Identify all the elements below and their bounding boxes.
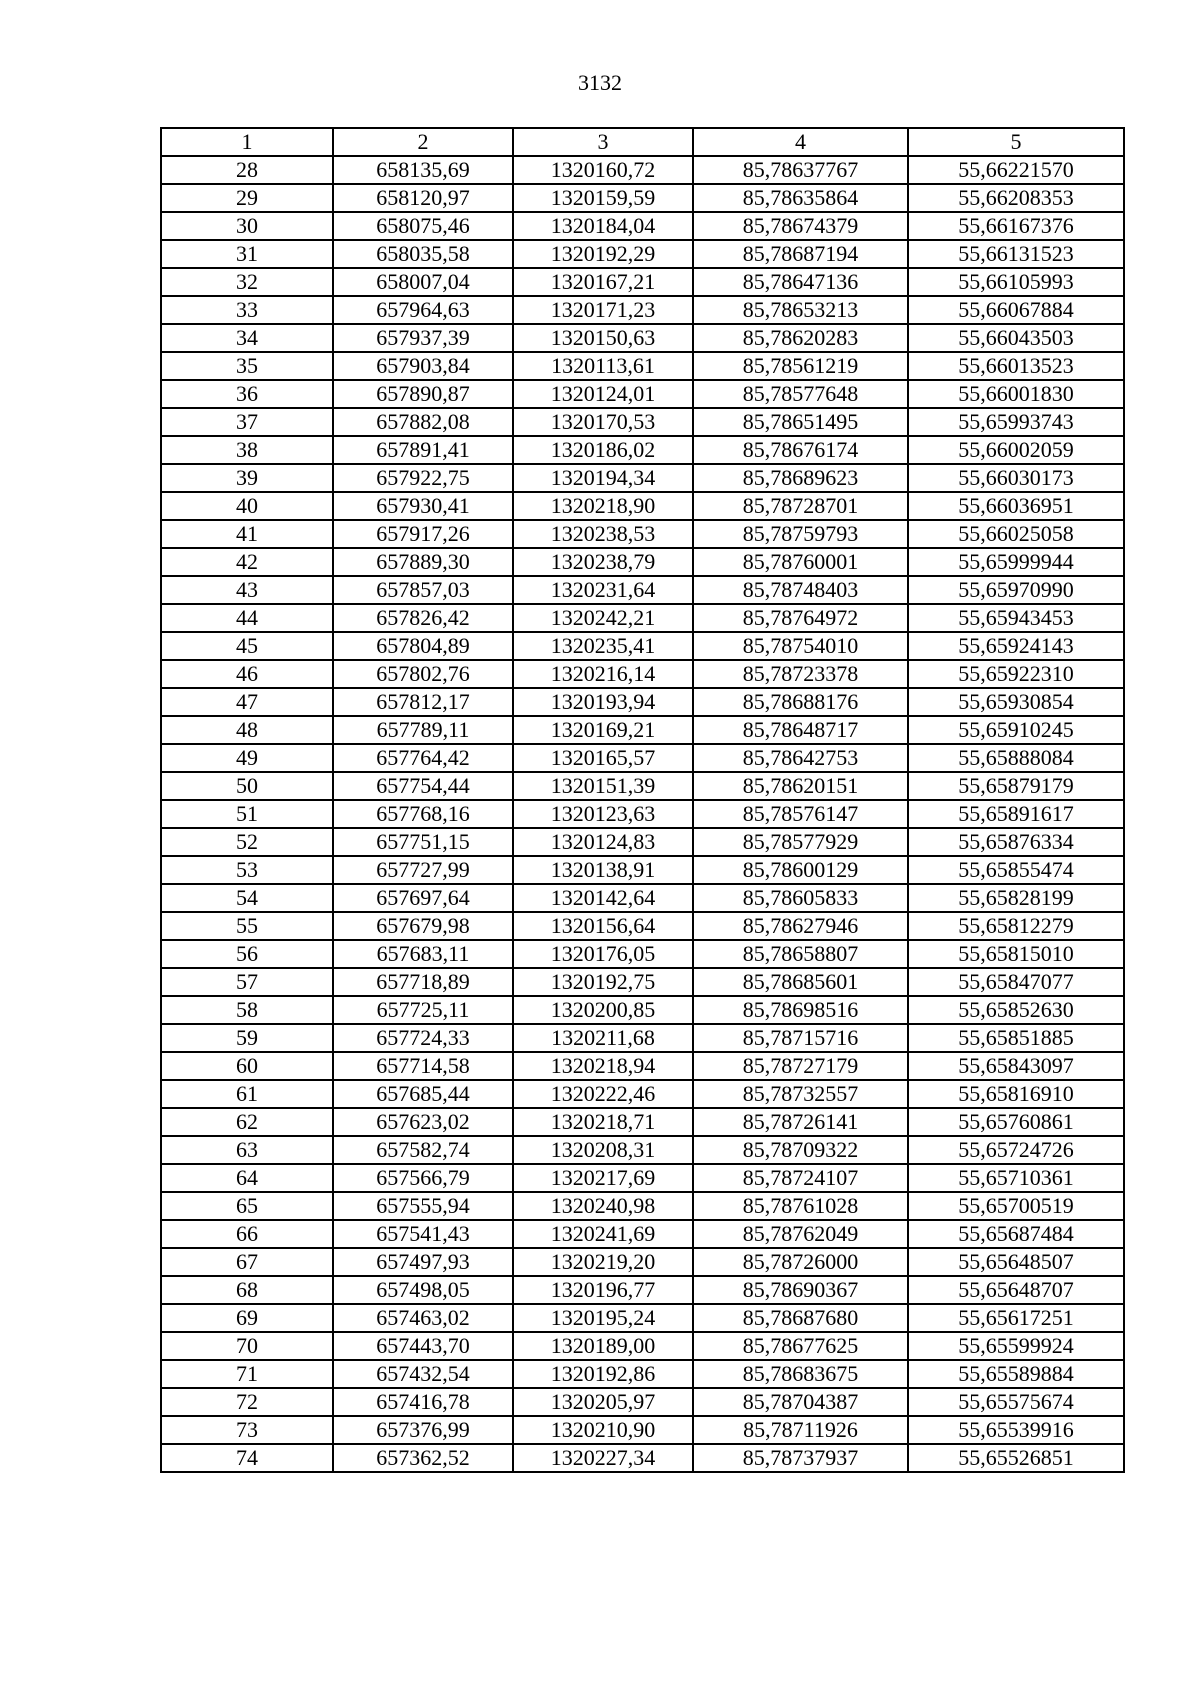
table-cell-col-3: 1320113,61 bbox=[513, 352, 693, 380]
table-cell-col-3: 1320238,53 bbox=[513, 520, 693, 548]
table-cell-col-4: 85,78674379 bbox=[693, 212, 908, 240]
table-cell-col-2: 657768,16 bbox=[333, 800, 513, 828]
table-row bbox=[161, 884, 1124, 912]
table-cell-col-1: 43 bbox=[161, 576, 333, 604]
table-cell-col-5: 55,65876334 bbox=[908, 828, 1124, 856]
table-cell-col-3: 1320151,39 bbox=[513, 772, 693, 800]
table-cell-col-5: 55,65816910 bbox=[908, 1080, 1124, 1108]
table-cell-col-4: 85,78677625 bbox=[693, 1332, 908, 1360]
table-cell-col-4: 85,78687680 bbox=[693, 1304, 908, 1332]
table-row bbox=[161, 1276, 1124, 1304]
table-row bbox=[161, 1080, 1124, 1108]
table-cell-col-5: 55,65851885 bbox=[908, 1024, 1124, 1052]
table-row bbox=[161, 268, 1124, 296]
table-cell-col-1: 56 bbox=[161, 940, 333, 968]
table-cell-col-1: 72 bbox=[161, 1388, 333, 1416]
table-cell-col-1: 68 bbox=[161, 1276, 333, 1304]
table-cell-col-5: 55,66221570 bbox=[908, 156, 1124, 184]
table-cell-col-2: 658035,58 bbox=[333, 240, 513, 268]
table-cell-col-3: 1320124,01 bbox=[513, 380, 693, 408]
table-cell-col-1: 59 bbox=[161, 1024, 333, 1052]
table-cell-col-3: 1320211,68 bbox=[513, 1024, 693, 1052]
table-cell-col-1: 32 bbox=[161, 268, 333, 296]
table-cell-col-4: 85,78689623 bbox=[693, 464, 908, 492]
table-cell-col-1: 67 bbox=[161, 1248, 333, 1276]
table-row bbox=[161, 184, 1124, 212]
table-cell-col-3: 1320218,94 bbox=[513, 1052, 693, 1080]
table-cell-col-4: 85,78761028 bbox=[693, 1192, 908, 1220]
table-row bbox=[161, 352, 1124, 380]
table-cell-col-2: 657804,89 bbox=[333, 632, 513, 660]
table-cell-col-2: 657727,99 bbox=[333, 856, 513, 884]
table-row bbox=[161, 1108, 1124, 1136]
table-cell-col-1: 37 bbox=[161, 408, 333, 436]
table-cell-col-5: 55,65599924 bbox=[908, 1332, 1124, 1360]
table-cell-col-1: 47 bbox=[161, 688, 333, 716]
table-cell-col-3: 1320222,46 bbox=[513, 1080, 693, 1108]
table-cell-col-1: 31 bbox=[161, 240, 333, 268]
table-row bbox=[161, 576, 1124, 604]
header-row bbox=[161, 128, 1124, 156]
column-header-5: 5 bbox=[908, 128, 1124, 156]
table-cell-col-2: 658007,04 bbox=[333, 268, 513, 296]
table-cell-col-5: 55,65700519 bbox=[908, 1192, 1124, 1220]
table-cell-col-3: 1320142,64 bbox=[513, 884, 693, 912]
column-header-1: 1 bbox=[161, 128, 333, 156]
table-cell-col-3: 1320240,98 bbox=[513, 1192, 693, 1220]
table-cell-col-4: 85,78648717 bbox=[693, 716, 908, 744]
table-cell-col-4: 85,78760001 bbox=[693, 548, 908, 576]
table-cell-col-2: 657754,44 bbox=[333, 772, 513, 800]
table-row bbox=[161, 604, 1124, 632]
table-cell-col-3: 1320194,34 bbox=[513, 464, 693, 492]
table-cell-col-2: 657443,70 bbox=[333, 1332, 513, 1360]
table-row bbox=[161, 212, 1124, 240]
table-cell-col-4: 85,78726141 bbox=[693, 1108, 908, 1136]
table-row bbox=[161, 968, 1124, 996]
table-row bbox=[161, 296, 1124, 324]
table-cell-col-1: 34 bbox=[161, 324, 333, 352]
table-cell-col-5: 55,66030173 bbox=[908, 464, 1124, 492]
table-cell-col-5: 55,65710361 bbox=[908, 1164, 1124, 1192]
table-cell-col-4: 85,78709322 bbox=[693, 1136, 908, 1164]
table-cell-col-2: 657964,63 bbox=[333, 296, 513, 324]
table-row bbox=[161, 632, 1124, 660]
table-row bbox=[161, 1332, 1124, 1360]
table-cell-col-4: 85,78676174 bbox=[693, 436, 908, 464]
table-cell-col-1: 69 bbox=[161, 1304, 333, 1332]
table-cell-col-2: 657541,43 bbox=[333, 1220, 513, 1248]
table-cell-col-5: 55,65993743 bbox=[908, 408, 1124, 436]
table-cell-col-5: 55,65648507 bbox=[908, 1248, 1124, 1276]
table-cell-col-2: 657623,02 bbox=[333, 1108, 513, 1136]
table-cell-col-1: 39 bbox=[161, 464, 333, 492]
table-cell-col-1: 73 bbox=[161, 1416, 333, 1444]
table-cell-col-1: 42 bbox=[161, 548, 333, 576]
table-cell-col-4: 85,78728701 bbox=[693, 492, 908, 520]
table-cell-col-5: 55,65970990 bbox=[908, 576, 1124, 604]
table-cell-col-4: 85,78754010 bbox=[693, 632, 908, 660]
table-cell-col-5: 55,65930854 bbox=[908, 688, 1124, 716]
table-cell-col-5: 55,65847077 bbox=[908, 968, 1124, 996]
table-cell-col-3: 1320193,94 bbox=[513, 688, 693, 716]
table-row bbox=[161, 716, 1124, 744]
table-cell-col-2: 657725,11 bbox=[333, 996, 513, 1024]
table-cell-col-5: 55,65617251 bbox=[908, 1304, 1124, 1332]
table-cell-col-1: 48 bbox=[161, 716, 333, 744]
table-cell-col-2: 657882,08 bbox=[333, 408, 513, 436]
table-cell-col-1: 33 bbox=[161, 296, 333, 324]
table-cell-col-5: 55,65828199 bbox=[908, 884, 1124, 912]
table-cell-col-3: 1320156,64 bbox=[513, 912, 693, 940]
table-cell-col-2: 657890,87 bbox=[333, 380, 513, 408]
table-cell-col-4: 85,78748403 bbox=[693, 576, 908, 604]
table-row bbox=[161, 408, 1124, 436]
table-row bbox=[161, 156, 1124, 184]
table-cell-col-5: 55,66131523 bbox=[908, 240, 1124, 268]
table-cell-col-1: 29 bbox=[161, 184, 333, 212]
table-row bbox=[161, 324, 1124, 352]
table-row bbox=[161, 1136, 1124, 1164]
table-cell-col-2: 657697,64 bbox=[333, 884, 513, 912]
table-cell-col-1: 60 bbox=[161, 1052, 333, 1080]
table-cell-col-2: 657857,03 bbox=[333, 576, 513, 604]
table-row bbox=[161, 1220, 1124, 1248]
table-cell-col-3: 1320231,64 bbox=[513, 576, 693, 604]
table-row bbox=[161, 856, 1124, 884]
table-cell-col-3: 1320219,20 bbox=[513, 1248, 693, 1276]
table-row bbox=[161, 828, 1124, 856]
table-row bbox=[161, 800, 1124, 828]
table-cell-col-4: 85,78737937 bbox=[693, 1444, 908, 1472]
page-number: 3132 bbox=[578, 70, 622, 95]
table-cell-col-1: 62 bbox=[161, 1108, 333, 1136]
table-cell-col-4: 85,78642753 bbox=[693, 744, 908, 772]
table-cell-col-5: 55,65724726 bbox=[908, 1136, 1124, 1164]
table-row bbox=[161, 1052, 1124, 1080]
table-cell-col-4: 85,78688176 bbox=[693, 688, 908, 716]
table-cell-col-3: 1320196,77 bbox=[513, 1276, 693, 1304]
table-cell-col-1: 54 bbox=[161, 884, 333, 912]
table-cell-col-1: 66 bbox=[161, 1220, 333, 1248]
table-cell-col-1: 46 bbox=[161, 660, 333, 688]
table-row bbox=[161, 436, 1124, 464]
table-cell-col-3: 1320218,90 bbox=[513, 492, 693, 520]
table-cell-col-2: 657789,11 bbox=[333, 716, 513, 744]
table-row bbox=[161, 660, 1124, 688]
table-cell-col-4: 85,78685601 bbox=[693, 968, 908, 996]
table-cell-col-2: 657679,98 bbox=[333, 912, 513, 940]
table-cell-col-5: 55,66002059 bbox=[908, 436, 1124, 464]
column-header-2: 2 bbox=[333, 128, 513, 156]
table-row bbox=[161, 940, 1124, 968]
table-cell-col-5: 55,65879179 bbox=[908, 772, 1124, 800]
table-cell-col-4: 85,78698516 bbox=[693, 996, 908, 1024]
table-cell-col-4: 85,78704387 bbox=[693, 1388, 908, 1416]
table-cell-col-3: 1320195,24 bbox=[513, 1304, 693, 1332]
table-cell-col-5: 55,65852630 bbox=[908, 996, 1124, 1024]
table-row bbox=[161, 1248, 1124, 1276]
table-cell-col-4: 85,78723378 bbox=[693, 660, 908, 688]
table-row bbox=[161, 380, 1124, 408]
table-cell-col-3: 1320218,71 bbox=[513, 1108, 693, 1136]
table-cell-col-3: 1320192,86 bbox=[513, 1360, 693, 1388]
table-cell-col-3: 1320150,63 bbox=[513, 324, 693, 352]
table-cell-col-2: 657751,15 bbox=[333, 828, 513, 856]
table-cell-col-5: 55,65843097 bbox=[908, 1052, 1124, 1080]
table-cell-col-1: 50 bbox=[161, 772, 333, 800]
table-cell-col-2: 657566,79 bbox=[333, 1164, 513, 1192]
table-cell-col-1: 30 bbox=[161, 212, 333, 240]
table-cell-col-4: 85,78715716 bbox=[693, 1024, 908, 1052]
table-cell-col-5: 55,66105993 bbox=[908, 268, 1124, 296]
table-cell-col-1: 41 bbox=[161, 520, 333, 548]
table-cell-col-3: 1320186,02 bbox=[513, 436, 693, 464]
table-cell-col-4: 85,78635864 bbox=[693, 184, 908, 212]
table-cell-col-2: 657362,52 bbox=[333, 1444, 513, 1472]
table-cell-col-3: 1320217,69 bbox=[513, 1164, 693, 1192]
table-cell-col-2: 657930,41 bbox=[333, 492, 513, 520]
table-row bbox=[161, 492, 1124, 520]
table-cell-col-4: 85,78576147 bbox=[693, 800, 908, 828]
table-cell-col-5: 55,65812279 bbox=[908, 912, 1124, 940]
table-cell-col-4: 85,78658807 bbox=[693, 940, 908, 968]
table-cell-col-5: 55,65943453 bbox=[908, 604, 1124, 632]
table-cell-col-4: 85,78653213 bbox=[693, 296, 908, 324]
table-cell-col-3: 1320184,04 bbox=[513, 212, 693, 240]
table-body bbox=[161, 156, 1124, 1472]
table-cell-col-1: 49 bbox=[161, 744, 333, 772]
table-row bbox=[161, 240, 1124, 268]
table-cell-col-5: 55,66036951 bbox=[908, 492, 1124, 520]
table-cell-col-4: 85,78577929 bbox=[693, 828, 908, 856]
table-row bbox=[161, 520, 1124, 548]
table-cell-col-1: 57 bbox=[161, 968, 333, 996]
table-cell-col-3: 1320242,21 bbox=[513, 604, 693, 632]
table-row bbox=[161, 1164, 1124, 1192]
table-row bbox=[161, 688, 1124, 716]
table-cell-col-2: 657683,11 bbox=[333, 940, 513, 968]
table-cell-col-1: 61 bbox=[161, 1080, 333, 1108]
table-cell-col-3: 1320210,90 bbox=[513, 1416, 693, 1444]
table-cell-col-2: 657582,74 bbox=[333, 1136, 513, 1164]
table-cell-col-4: 85,78620283 bbox=[693, 324, 908, 352]
table-cell-col-4: 85,78711926 bbox=[693, 1416, 908, 1444]
table-cell-col-3: 1320123,63 bbox=[513, 800, 693, 828]
table-cell-col-4: 85,78764972 bbox=[693, 604, 908, 632]
table-cell-col-1: 44 bbox=[161, 604, 333, 632]
table-cell-col-4: 85,78724107 bbox=[693, 1164, 908, 1192]
table-cell-col-5: 55,65924143 bbox=[908, 632, 1124, 660]
table-cell-col-2: 657889,30 bbox=[333, 548, 513, 576]
table-row bbox=[161, 464, 1124, 492]
table-cell-col-2: 657724,33 bbox=[333, 1024, 513, 1052]
table-cell-col-3: 1320241,69 bbox=[513, 1220, 693, 1248]
table-cell-col-2: 658075,46 bbox=[333, 212, 513, 240]
table-cell-col-5: 55,66167376 bbox=[908, 212, 1124, 240]
table-cell-col-1: 38 bbox=[161, 436, 333, 464]
table-cell-col-5: 55,65760861 bbox=[908, 1108, 1124, 1136]
table-cell-col-3: 1320192,29 bbox=[513, 240, 693, 268]
table-cell-col-5: 55,65575674 bbox=[908, 1388, 1124, 1416]
table-row bbox=[161, 1388, 1124, 1416]
table-cell-col-2: 657891,41 bbox=[333, 436, 513, 464]
table-cell-col-3: 1320124,83 bbox=[513, 828, 693, 856]
table-cell-col-3: 1320138,91 bbox=[513, 856, 693, 884]
table-cell-col-5: 55,65922310 bbox=[908, 660, 1124, 688]
column-header-4: 4 bbox=[693, 128, 908, 156]
table-cell-col-3: 1320189,00 bbox=[513, 1332, 693, 1360]
table-cell-col-1: 74 bbox=[161, 1444, 333, 1472]
table-row bbox=[161, 1024, 1124, 1052]
table-cell-col-3: 1320167,21 bbox=[513, 268, 693, 296]
table-cell-col-2: 657498,05 bbox=[333, 1276, 513, 1304]
table-cell-col-1: 40 bbox=[161, 492, 333, 520]
table-cell-col-2: 657714,58 bbox=[333, 1052, 513, 1080]
table-cell-col-3: 1320160,72 bbox=[513, 156, 693, 184]
table-cell-col-4: 85,78762049 bbox=[693, 1220, 908, 1248]
table-cell-col-2: 657416,78 bbox=[333, 1388, 513, 1416]
table-cell-col-2: 657917,26 bbox=[333, 520, 513, 548]
table-row bbox=[161, 1304, 1124, 1332]
table-cell-col-5: 55,65910245 bbox=[908, 716, 1124, 744]
table-cell-col-1: 53 bbox=[161, 856, 333, 884]
table-cell-col-5: 55,65526851 bbox=[908, 1444, 1124, 1472]
table-cell-col-2: 657685,44 bbox=[333, 1080, 513, 1108]
table-cell-col-1: 70 bbox=[161, 1332, 333, 1360]
table-cell-col-4: 85,78690367 bbox=[693, 1276, 908, 1304]
table-cell-col-3: 1320235,41 bbox=[513, 632, 693, 660]
table-cell-col-3: 1320171,23 bbox=[513, 296, 693, 324]
table-cell-col-2: 657376,99 bbox=[333, 1416, 513, 1444]
table-cell-col-2: 657718,89 bbox=[333, 968, 513, 996]
table-cell-col-5: 55,66013523 bbox=[908, 352, 1124, 380]
table-cell-col-2: 657826,42 bbox=[333, 604, 513, 632]
table-cell-col-1: 64 bbox=[161, 1164, 333, 1192]
table-row bbox=[161, 1360, 1124, 1388]
table-cell-col-4: 85,78577648 bbox=[693, 380, 908, 408]
table-cell-col-4: 85,78561219 bbox=[693, 352, 908, 380]
table-header bbox=[161, 128, 1124, 156]
table-cell-col-1: 35 bbox=[161, 352, 333, 380]
table-cell-col-3: 1320176,05 bbox=[513, 940, 693, 968]
coordinates-table bbox=[160, 127, 1125, 1473]
table-cell-col-5: 55,65589884 bbox=[908, 1360, 1124, 1388]
table-cell-col-2: 657812,17 bbox=[333, 688, 513, 716]
table-cell-col-4: 85,78759793 bbox=[693, 520, 908, 548]
table-cell-col-1: 45 bbox=[161, 632, 333, 660]
table-cell-col-4: 85,78726000 bbox=[693, 1248, 908, 1276]
table-cell-col-1: 58 bbox=[161, 996, 333, 1024]
table-row bbox=[161, 996, 1124, 1024]
table-cell-col-1: 28 bbox=[161, 156, 333, 184]
table-cell-col-1: 65 bbox=[161, 1192, 333, 1220]
table-cell-col-3: 1320200,85 bbox=[513, 996, 693, 1024]
table-row bbox=[161, 1416, 1124, 1444]
table-cell-col-4: 85,78683675 bbox=[693, 1360, 908, 1388]
table-cell-col-5: 55,65888084 bbox=[908, 744, 1124, 772]
table-cell-col-4: 85,78627946 bbox=[693, 912, 908, 940]
table-cell-col-2: 657903,84 bbox=[333, 352, 513, 380]
table-row bbox=[161, 744, 1124, 772]
table-cell-col-3: 1320227,34 bbox=[513, 1444, 693, 1472]
table-cell-col-2: 657802,76 bbox=[333, 660, 513, 688]
table-cell-col-2: 657937,39 bbox=[333, 324, 513, 352]
table-cell-col-3: 1320205,97 bbox=[513, 1388, 693, 1416]
table-cell-col-2: 657432,54 bbox=[333, 1360, 513, 1388]
table-cell-col-2: 657497,93 bbox=[333, 1248, 513, 1276]
table-cell-col-2: 658120,97 bbox=[333, 184, 513, 212]
table-cell-col-5: 55,66043503 bbox=[908, 324, 1124, 352]
table-cell-col-1: 71 bbox=[161, 1360, 333, 1388]
table-cell-col-2: 657764,42 bbox=[333, 744, 513, 772]
table-cell-col-1: 51 bbox=[161, 800, 333, 828]
table-cell-col-4: 85,78600129 bbox=[693, 856, 908, 884]
table-cell-col-3: 1320170,53 bbox=[513, 408, 693, 436]
table-cell-col-4: 85,78605833 bbox=[693, 884, 908, 912]
table-cell-col-5: 55,65648707 bbox=[908, 1276, 1124, 1304]
table-cell-col-2: 657463,02 bbox=[333, 1304, 513, 1332]
table-row bbox=[161, 1444, 1124, 1472]
table-cell-col-3: 1320165,57 bbox=[513, 744, 693, 772]
table-row bbox=[161, 548, 1124, 576]
table-cell-col-1: 36 bbox=[161, 380, 333, 408]
table-cell-col-3: 1320192,75 bbox=[513, 968, 693, 996]
table-cell-col-5: 55,65815010 bbox=[908, 940, 1124, 968]
table-cell-col-5: 55,66001830 bbox=[908, 380, 1124, 408]
table-cell-col-3: 1320159,59 bbox=[513, 184, 693, 212]
table-cell-col-5: 55,66067884 bbox=[908, 296, 1124, 324]
table-cell-col-4: 85,78727179 bbox=[693, 1052, 908, 1080]
table-cell-col-5: 55,66025058 bbox=[908, 520, 1124, 548]
table-cell-col-1: 55 bbox=[161, 912, 333, 940]
table-cell-col-4: 85,78732557 bbox=[693, 1080, 908, 1108]
table-cell-col-1: 52 bbox=[161, 828, 333, 856]
table-cell-col-2: 657922,75 bbox=[333, 464, 513, 492]
table-cell-col-4: 85,78687194 bbox=[693, 240, 908, 268]
table-cell-col-2: 657555,94 bbox=[333, 1192, 513, 1220]
table-cell-col-5: 55,65855474 bbox=[908, 856, 1124, 884]
column-header-3: 3 bbox=[513, 128, 693, 156]
table-cell-col-4: 85,78647136 bbox=[693, 268, 908, 296]
table-cell-col-3: 1320238,79 bbox=[513, 548, 693, 576]
table-cell-col-2: 658135,69 bbox=[333, 156, 513, 184]
table-cell-col-5: 55,65687484 bbox=[908, 1220, 1124, 1248]
table-cell-col-4: 85,78620151 bbox=[693, 772, 908, 800]
table-cell-col-4: 85,78651495 bbox=[693, 408, 908, 436]
table-cell-col-4: 85,78637767 bbox=[693, 156, 908, 184]
table-row bbox=[161, 772, 1124, 800]
table-row bbox=[161, 912, 1124, 940]
table-cell-col-3: 1320169,21 bbox=[513, 716, 693, 744]
table-cell-col-3: 1320208,31 bbox=[513, 1136, 693, 1164]
table-cell-col-5: 55,65891617 bbox=[908, 800, 1124, 828]
table-cell-col-3: 1320216,14 bbox=[513, 660, 693, 688]
table-cell-col-5: 55,65539916 bbox=[908, 1416, 1124, 1444]
table-cell-col-5: 55,65999944 bbox=[908, 548, 1124, 576]
table-cell-col-1: 63 bbox=[161, 1136, 333, 1164]
table-cell-col-5: 55,66208353 bbox=[908, 184, 1124, 212]
table-row bbox=[161, 1192, 1124, 1220]
